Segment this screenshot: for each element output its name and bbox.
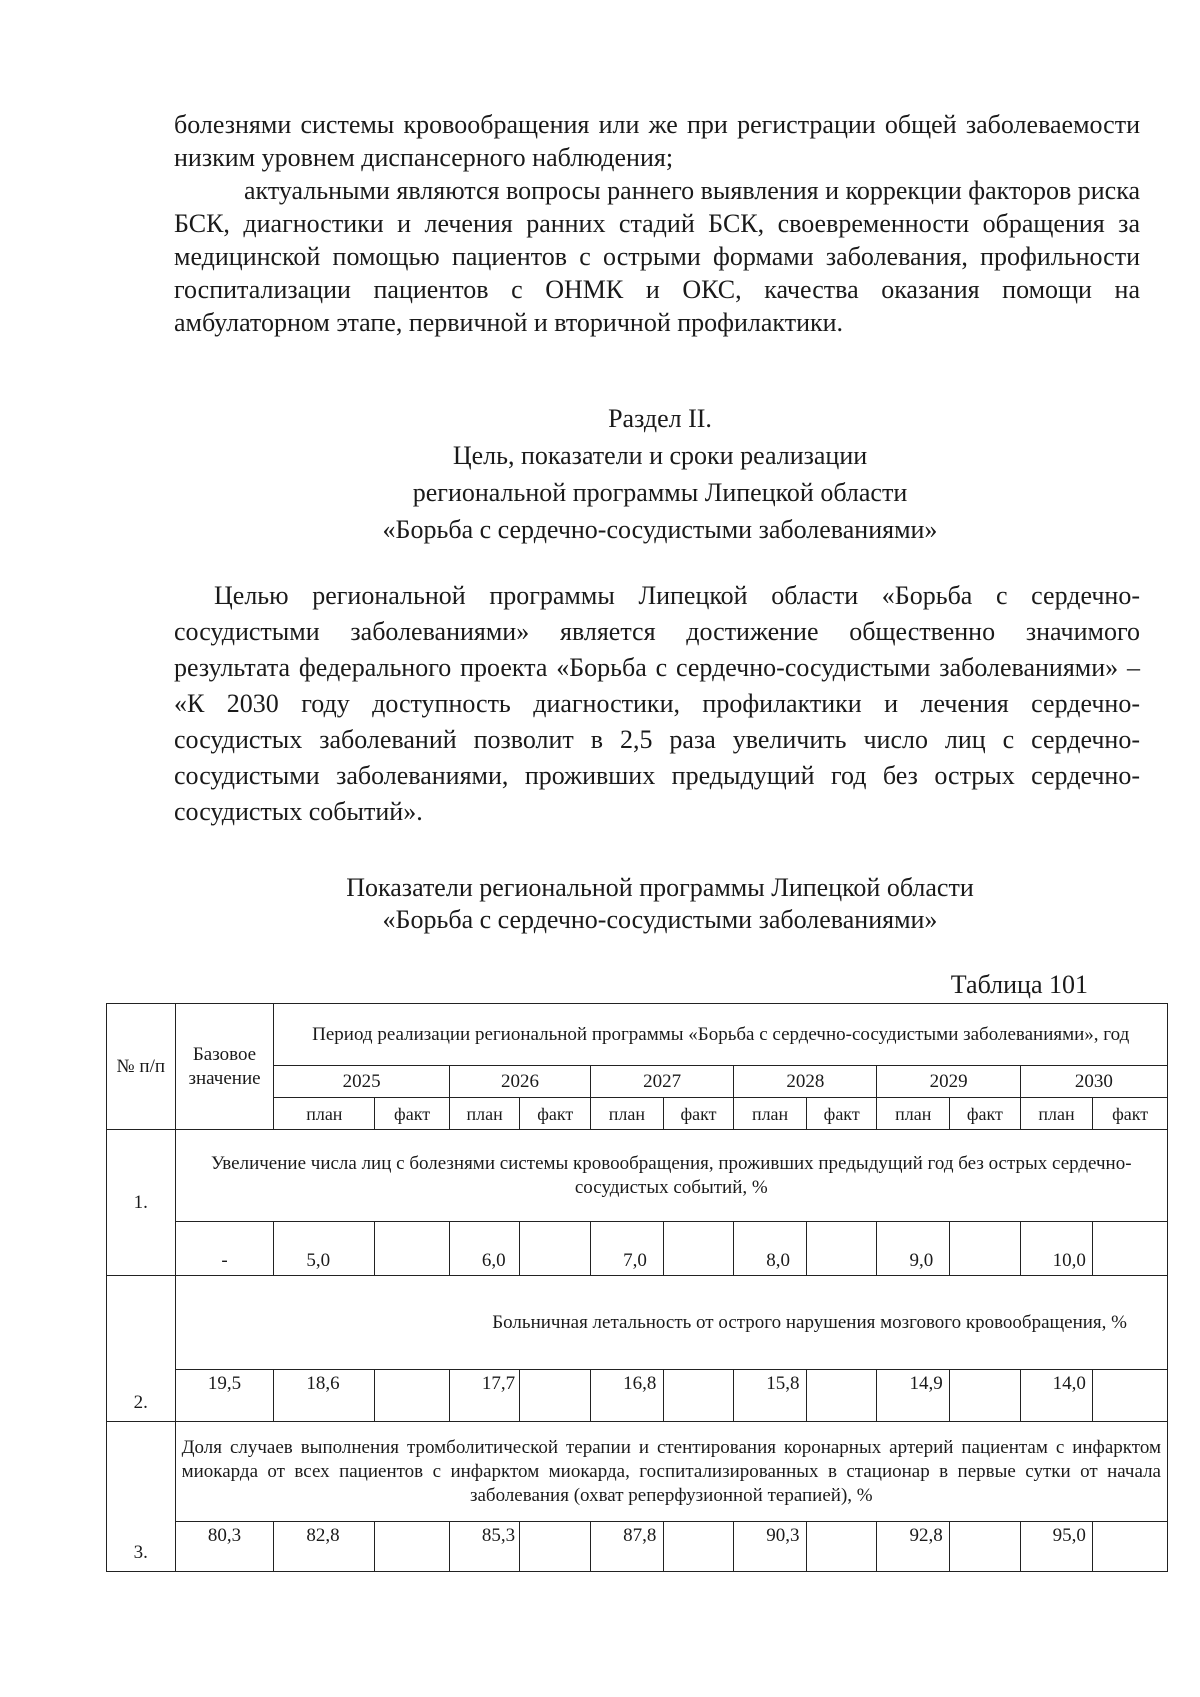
- plan-value: 85,3: [449, 1522, 520, 1572]
- plan-value: 14,9: [877, 1370, 950, 1422]
- header-plan: план: [449, 1098, 520, 1130]
- indicators-title-line-2: «Борьба с сердечно-сосудистыми заболеваниями»: [382, 905, 938, 934]
- fact-value: [806, 1370, 877, 1422]
- header-fact: факт: [663, 1098, 734, 1130]
- header-fact: факт: [1093, 1098, 1168, 1130]
- indicators-title: [0, 872, 1200, 936]
- header-year: 2028: [734, 1066, 877, 1098]
- section-number: Раздел II.: [608, 404, 712, 433]
- header-fact: факт: [375, 1098, 450, 1130]
- base-value: -: [175, 1222, 274, 1276]
- fact-value: [375, 1370, 450, 1422]
- intro-paragraph-1: болезнями системы кровообращения или же при регистрации общей заболеваемости низким уровнем диспансерного наблюдения;: [174, 110, 1140, 172]
- header-year: 2030: [1020, 1066, 1167, 1098]
- header-plan: план: [591, 1098, 664, 1130]
- plan-value: 14,0: [1020, 1370, 1093, 1422]
- header-row-period: [107, 1004, 1168, 1066]
- section-title-line-3: «Борьба с сердечно-сосудистыми заболеваниями»: [382, 515, 938, 544]
- fact-value: [520, 1222, 591, 1276]
- fact-value: [375, 1222, 450, 1276]
- fact-value: [950, 1370, 1021, 1422]
- intro-paragraph-2: актуальными являются вопросы раннего выявления и коррекции факторов риска БСК, диагностики и лечения ранних стадий БСК, своевременности обращения за медицинской помощью пациентов с острыми формами заболевания, профильности госпитализации пациентов с ОНМК и ОКС, качества оказания помощи на амбулаторном этапе, первичной и вторичной профилактики.: [174, 176, 1140, 337]
- fact-value: [806, 1522, 877, 1572]
- plan-value: 5,0: [274, 1222, 375, 1276]
- row-number: 1.: [107, 1130, 176, 1276]
- plan-value: 6,0: [449, 1222, 520, 1276]
- fact-value: [663, 1222, 734, 1276]
- header-base: Базовое значение: [175, 1004, 274, 1130]
- fact-value: [806, 1222, 877, 1276]
- fact-value: [1093, 1222, 1168, 1276]
- fact-value: [520, 1522, 591, 1572]
- header-plan: план: [877, 1098, 950, 1130]
- fact-value: [375, 1522, 450, 1572]
- base-value: 80,3: [175, 1522, 274, 1572]
- table-row-values: [107, 1222, 1168, 1276]
- row-number: 2.: [107, 1276, 176, 1422]
- row-description: Увеличение числа лиц с болезнями системы кровообращения, проживших предыдущий год без острых сердечно-сосудистых событий, %: [175, 1130, 1167, 1222]
- table-row: [107, 1422, 1168, 1522]
- table-row: [107, 1130, 1168, 1222]
- header-year: 2025: [274, 1066, 449, 1098]
- goal-paragraph: Целью региональной программы Липецкой области «Борьба с сердечно-сосудистыми заболеваниями» является достижение общественно значимого результата федерального проекта «Борьба с сердечно-сосудистыми заболеваниями» – «К 2030 году доступность диагностики, профилактики и лечения сердечно-сосудистых заболеваний позволит в 2,5 раза увеличить число лиц с сердечно-сосудистыми заболеваниями, проживших предыдущий год без острых сердечно-сосудистых событий».: [174, 581, 1140, 826]
- header-fact: факт: [950, 1098, 1021, 1130]
- fact-value: [1093, 1522, 1168, 1572]
- base-value: 19,5: [175, 1370, 274, 1422]
- table-caption: Таблица 101: [950, 970, 1088, 999]
- plan-value: 10,0: [1020, 1222, 1093, 1276]
- header-plan: план: [274, 1098, 375, 1130]
- row-description: Больничная летальность от острого нарушения мозгового кровообращения, %: [175, 1276, 1167, 1370]
- row-number: 3.: [107, 1422, 176, 1572]
- indicators-title-line-1: Показатели региональной программы Липецкой области: [346, 873, 974, 902]
- section-title-line-1: Цель, показатели и сроки реализации: [452, 441, 868, 470]
- section-heading: [0, 400, 1200, 548]
- plan-value: 7,0: [591, 1222, 664, 1276]
- plan-value: 9,0: [877, 1222, 950, 1276]
- plan-value: 18,6: [274, 1370, 375, 1422]
- fact-value: [950, 1522, 1021, 1572]
- section-title-line-2: региональной программы Липецкой области: [412, 478, 908, 507]
- fact-value: [663, 1370, 734, 1422]
- plan-value: 15,8: [734, 1370, 807, 1422]
- fact-value: [663, 1522, 734, 1572]
- table-row: [107, 1276, 1168, 1370]
- plan-value: 90,3: [734, 1522, 807, 1572]
- plan-value: 92,8: [877, 1522, 950, 1572]
- plan-value: 16,8: [591, 1370, 664, 1422]
- fact-value: [950, 1222, 1021, 1276]
- indicators-table: [106, 1003, 1168, 1572]
- plan-value: 82,8: [274, 1522, 375, 1572]
- plan-value: 17,7: [449, 1370, 520, 1422]
- plan-value: 95,0: [1020, 1522, 1093, 1572]
- plan-value: 8,0: [734, 1222, 807, 1276]
- header-year: 2026: [449, 1066, 590, 1098]
- fact-value: [1093, 1370, 1168, 1422]
- table-row-values: [107, 1522, 1168, 1572]
- row-description: Доля случаев выполнения тромболитической терапии и стентирования коронарных артерий пациентам с инфарктом миокарда от всех пациентов с инфарктом миокарда, госпитализированных в стационар в первые сутки от начала заболевания (охват реперфузионной терапией), %: [175, 1422, 1167, 1522]
- header-fact: факт: [520, 1098, 591, 1130]
- header-year: 2029: [877, 1066, 1020, 1098]
- plan-value: 87,8: [591, 1522, 664, 1572]
- header-plan: план: [734, 1098, 807, 1130]
- header-plan: план: [1020, 1098, 1093, 1130]
- header-num: № п/п: [107, 1004, 176, 1130]
- header-fact: факт: [806, 1098, 877, 1130]
- fact-value: [520, 1370, 591, 1422]
- header-year: 2027: [591, 1066, 734, 1098]
- header-period: Период реализации региональной программы «Борьба с сердечно-сосудистыми заболеваниями», год: [274, 1004, 1168, 1066]
- table-row-values: [107, 1370, 1168, 1422]
